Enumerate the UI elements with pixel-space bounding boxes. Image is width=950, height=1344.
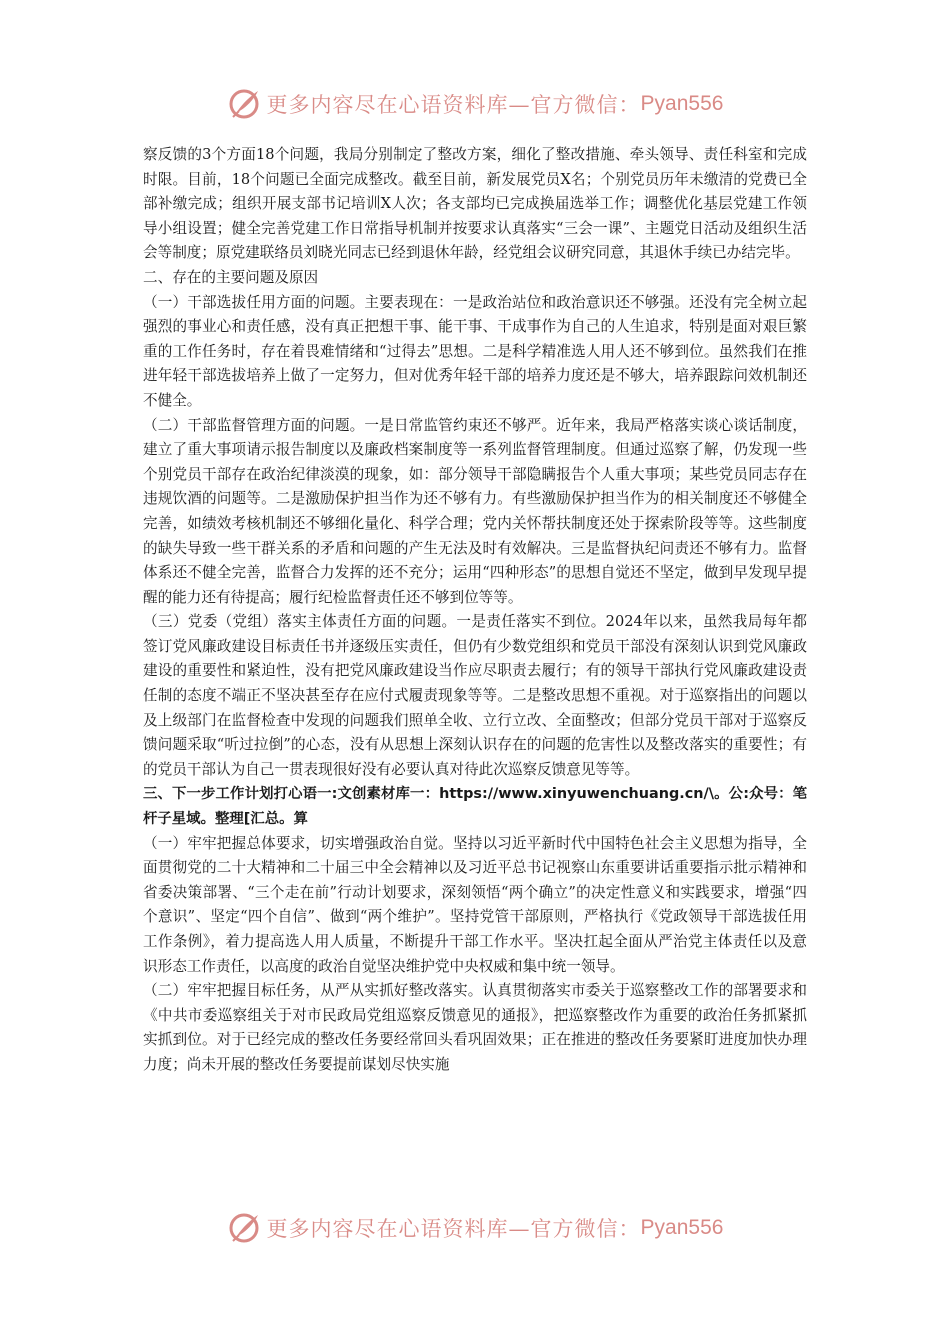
paragraph-intro: 察反馈的3个方面18个问题，我局分别制定了整改方案，细化了整改措施、牵头领导、责任科室和完成时限。目前，18个问题已全面完成整改。截至目前，新发展党员X名；个别党员历年未缴清的党费已全部补缴完成；组织开展支部书记培训X人次；各支部均已完成换届选举工作；调整优化基层党建工作领导小组设置；健全完善党建工作日常指导机制并按要求认真落实“三会一课”、主题党日活动及组织生活会等制度；原党建联络员刘晓光同志已经到退休年龄，经党组会议研究同意，其退休手续已办结完毕。 bbox=[143, 146, 807, 262]
feather-pen-logo-icon bbox=[227, 87, 261, 121]
paragraph-cadre-supervision: （二）干部监督管理方面的问题。一是日常监管约束还不够严。近年来，我局严格落实谈心谈话制度，建立了重大事项请示报告制度以及廉政档案制度等一系列监督管理制度。但通过巡察了解，仍发现一些个别党员干部存在政治纪律淡漠的现象，如：部分领导干部隐瞒报告个人重大事项；某些党员同志存在违规饮酒的问题等。二是激励保护担当作为还不够有力。有些激励保护担当作为的相关制度还不够健全完善，如绩效考核机制还不够细化量化、科学合理；党内关怀帮扶制度还处于探索阶段等等。这些制度的缺失导致一些干群关系的矛盾和问题的产生无法及时有效解决。三是监督执纪问责还不够有力。监督体系还不健全完善，监督合力发挥的还不充分；运用“四种形态”的思想自觉还不坚定，做到早发现早提醒的能力还有待提高；履行纪检监督责任还不够到位等等。 bbox=[143, 416, 807, 606]
feather-pen-logo-icon bbox=[227, 1211, 261, 1245]
watermark-brand: Pyan556 bbox=[640, 92, 724, 115]
section-heading-next-steps: 三、下一步工作计划打心语一:文创素材库一：https://www.xinyuwenchuang.cn/\。公:众号：笔杆子星域。整理[汇总。算 bbox=[143, 786, 807, 828]
paragraph-target-tasks: （二）牢牢把握目标任务，从严从实抓好整改落实。认真贯彻落实市委关于巡察整改工作的部署要求和《中共市委巡察组关于对市民政局党组巡察反馈意见的通报》，把巡察整改作为重要的政治任务抓紧抓实抓到位。对于已经完成的整改任务要经常回头看巩固效果；正在推进的整改任务要紧盯进度加快办理力度；尚未开展的整改任务要提前谋划尽快实施 bbox=[143, 982, 807, 1073]
watermark-text: 更多内容尽在心语资料库—官方微信： bbox=[266, 93, 641, 117]
document-body bbox=[143, 143, 807, 1078]
watermark-banner-bottom bbox=[0, 1208, 950, 1248]
watermark-text: 更多内容尽在心语资料库—官方微信： bbox=[266, 1217, 641, 1241]
watermark-banner-top bbox=[0, 84, 950, 124]
section-heading-problems: 二、存在的主要问题及原因 bbox=[143, 268, 319, 286]
paragraph-overall-requirements: （一）牢牢把握总体要求，切实增强政治自觉。坚持以习近平新时代中国特色社会主义思想为指导，全面贯彻党的二十大精神和二十届三中全会精神以及习近平总书记视察山东重要讲话重要指示批示精神和省委决策部署、“三个走在前”行动计划要求，深刻领悟“两个确立”的决定性意义和实践要求，增强“四个意识”、坚定“四个自信”、做到“两个维护”。坚持党管干部原则，严格执行《党政领导干部选拔任用工作条例》，着力提高选人用人质量，不断提升干部工作水平。坚决扛起全面从严治党主体责任以及意识形态工作责任，以高度的政治自觉坚决维护党中央权威和集中统一领导。 bbox=[143, 834, 807, 975]
paragraph-cadre-selection: （一）干部选拔任用方面的问题。主要表现在：一是政治站位和政治意识还不够强。还没有完全树立起强烈的事业心和责任感，没有真正把想干事、能干事、干成事作为自己的人生追求，特别是面对艰巨繁重的工作任务时，存在着畏难情绪和“过得去”思想。二是科学精准选人用人还不够到位。虽然我们在推进年轻干部选拔培养上做了一定努力，但对优秀年轻干部的培养力度还是不够大，培养跟踪问效机制还不健全。 bbox=[143, 293, 807, 409]
watermark-brand: Pyan556 bbox=[640, 1216, 724, 1239]
paragraph-party-responsibility: （三）党委（党组）落实主体责任方面的问题。一是责任落实不到位。2024年以来，虽然我局每年都签订党风廉政建设目标责任书并逐级压实责任，但仍有少数党组织和党员干部没有深刻认识到党风廉政建设的重要性和紧迫性，没有把党风廉政建设当作应尽职责去履行；有的领导干部执行党风廉政建设责任制的态度不端正不坚决甚至存在应付式履责现象等等。二是整改思想不重视。对于巡察指出的问题以及上级部门在监督检查中发现的问题我们照单全收、立行立改、全面整改；但部分党员干部对于巡察反馈问题采取“听过拉倒”的心态，没有从思想上深刻认识存在的问题的危害性以及整改落实的重要性；有的党员干部认为自己一贯表现很好没有必要认真对待此次巡察反馈意见等等。 bbox=[143, 613, 807, 778]
